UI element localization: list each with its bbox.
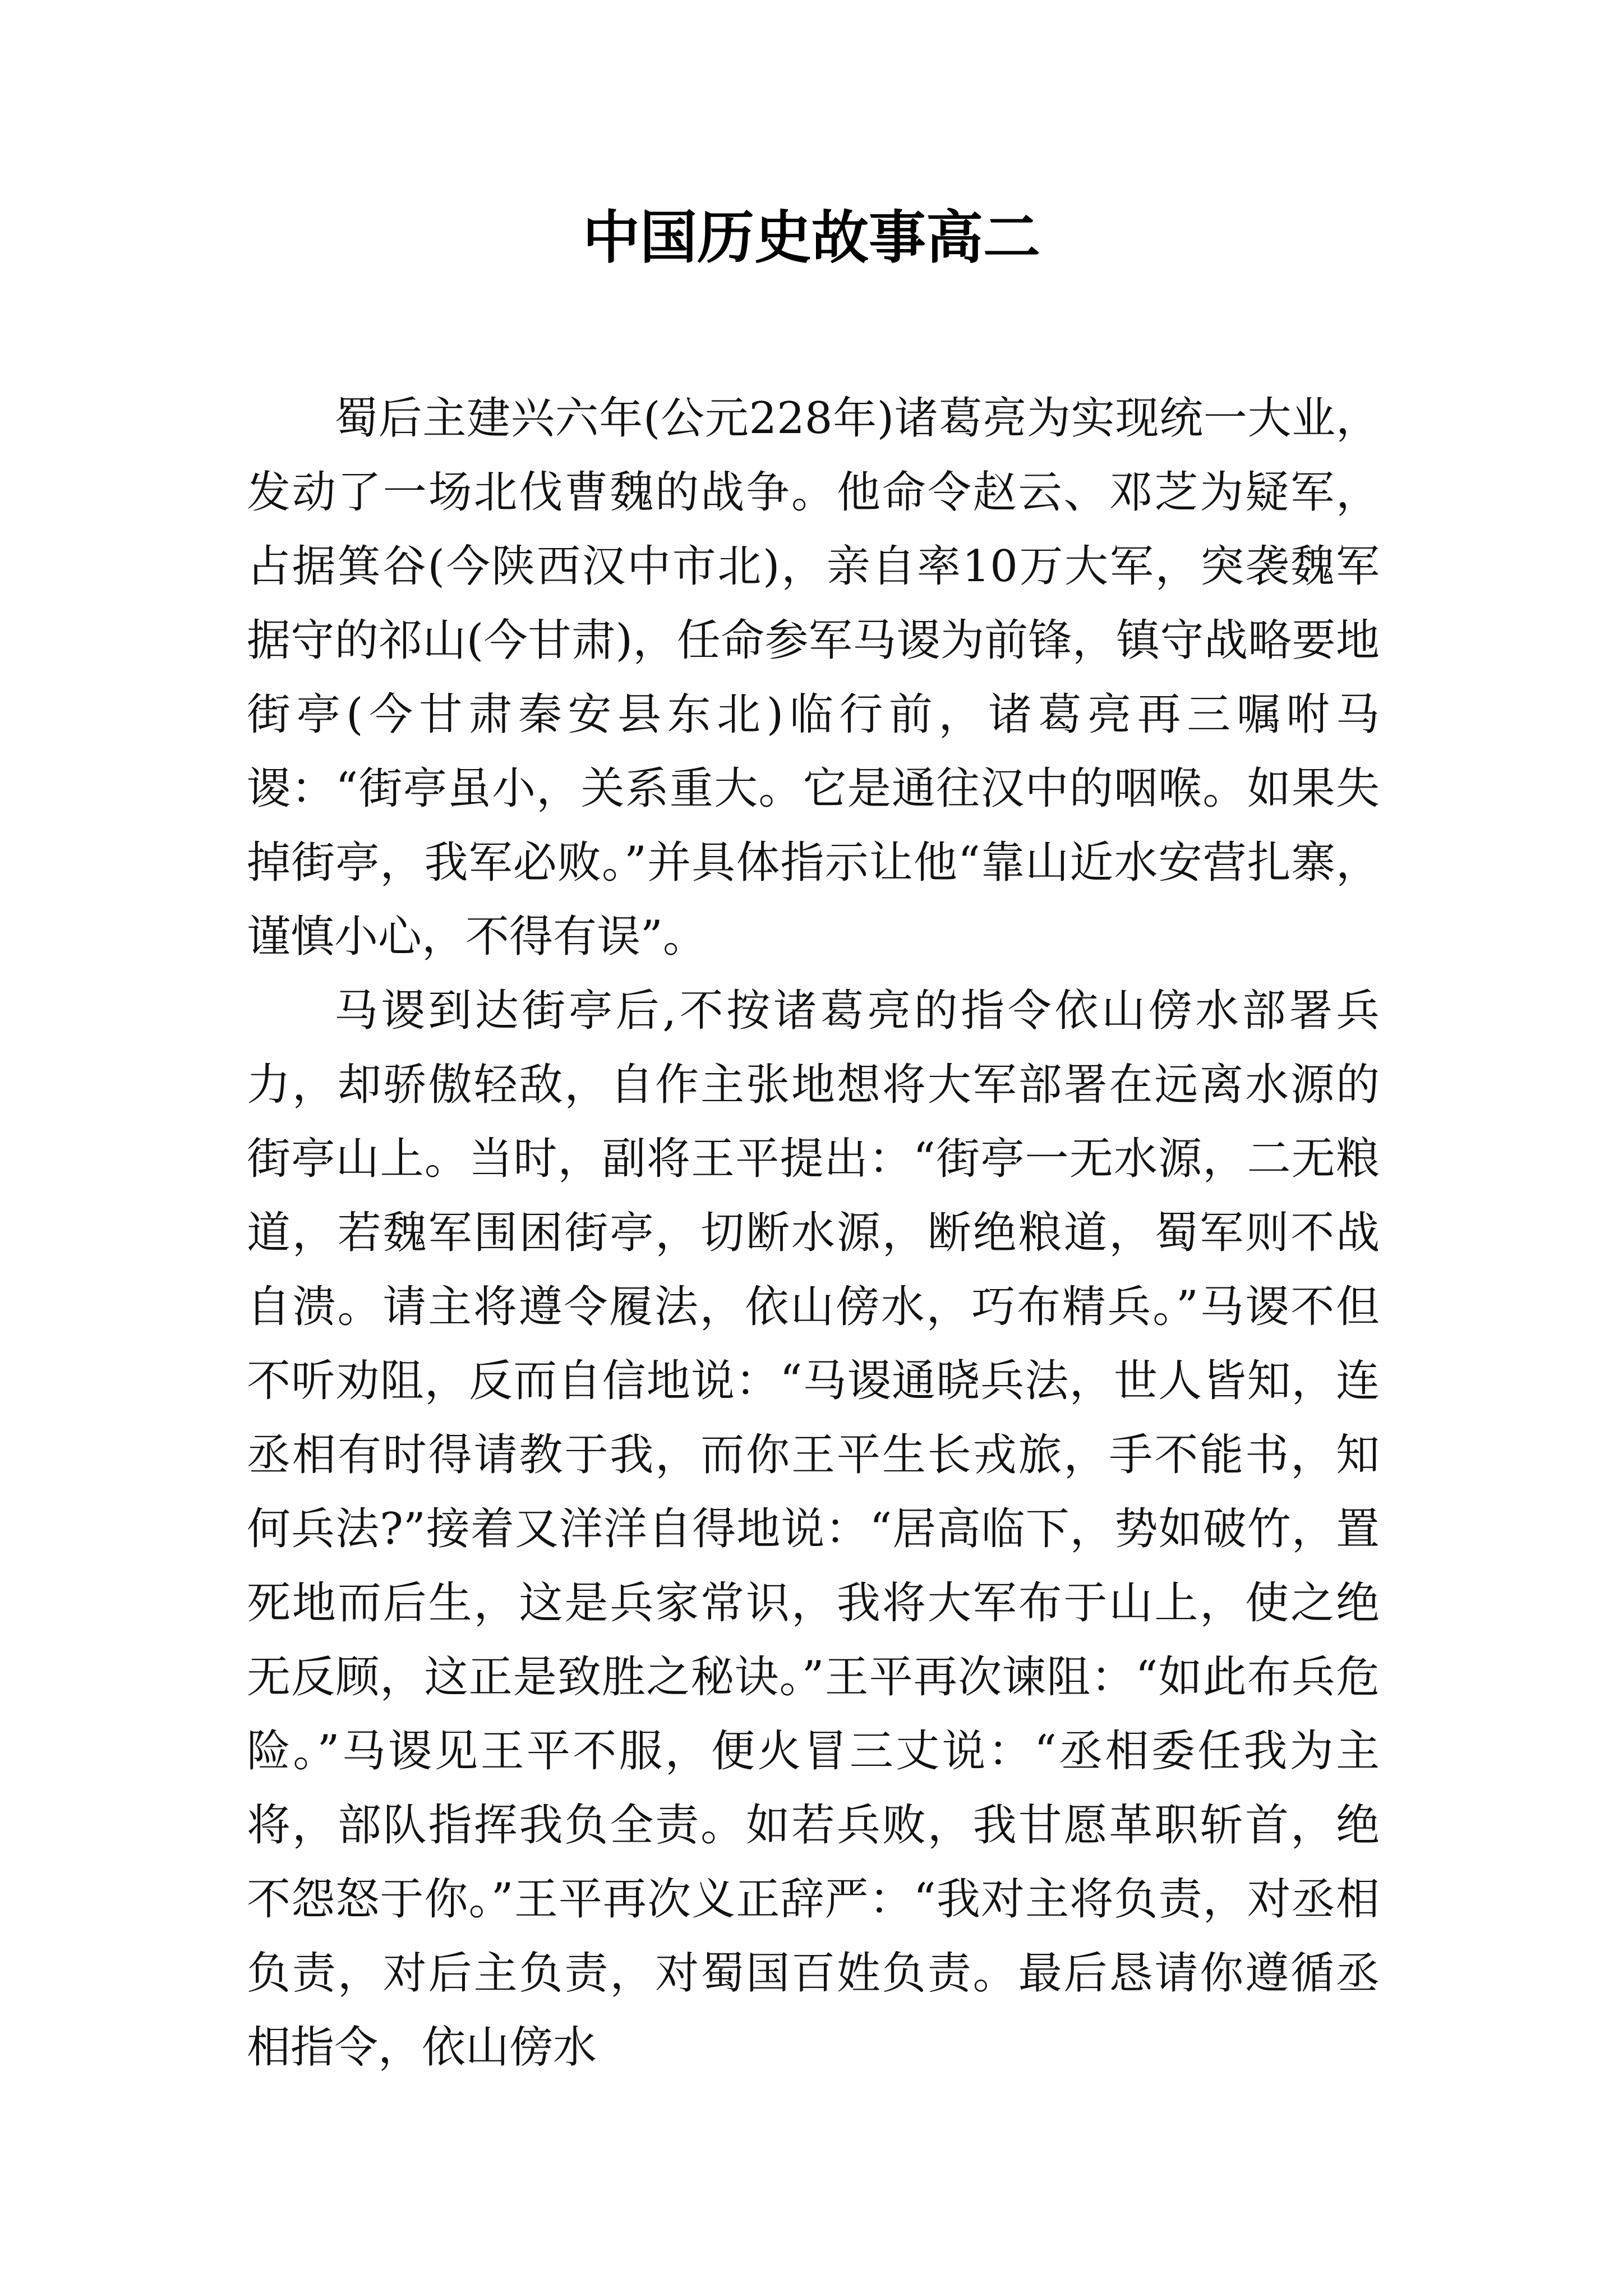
paragraph: 马谡到达街亭后,不按诸葛亮的指令依山傍水部署兵力，却骄傲轻敌，自作主张地想将大军部署在远离水源的街亭山上。当时，副将王平提出：“街亭一无水源，二无粮道，若魏军围困街亭，切断水源，断绝粮道，蜀军则不战自溃。请主将遵令履法，依山傍水，巧布精兵。”马谡不但不听劝阻，反而自信地说：“马谡通晓兵法，世人皆知，连丞相有时得请教于我，而你王平生长戎旅，手不能书，知何兵法?”接着又洋洋自得地说：“居高临下，势如破竹，置死地而后生，这是兵家常识，我将大军布于山上，使之绝无反顾，这正是致胜之秘诀。”王平再次谏阻：“如此布兵危险。”马谡见王平不服，便火冒三丈说：“丞相委任我为主将，部队指挥我负全责。如若兵败，我甘愿革职斩首，绝不怨怒于你。”王平再次义正辞严：“我对主将负责，对丞相负责，对后主负责，对蜀国百姓负责。最后恳请你遵循丞相指令，依山傍水 xyxy=(247,986,1380,2073)
paragraph: 蜀后主建兴六年(公元228年)诸葛亮为实现统一大业，发动了一场北伐曹魏的战争。他命令赵云、邓芝为疑军，占据箕谷(今陕西汉中市北)，亲自率10万大军，突袭魏军据守的祁山(今甘肃)，任命参军马谡为前锋，镇守战略要地街亭(今甘肃秦安县东北)临行前，诸葛亮再三嘱咐马谡：“街亭虽小，关系重大。它是通往汉中的咽喉。如果失掉街亭，我军必败。”并具体指示让他“靠山近水安营扎寨，谨慎小心，不得有误”。 xyxy=(247,393,1380,962)
document-title: 中国历史故事高二 xyxy=(583,205,1040,272)
document-body xyxy=(247,381,1380,2085)
